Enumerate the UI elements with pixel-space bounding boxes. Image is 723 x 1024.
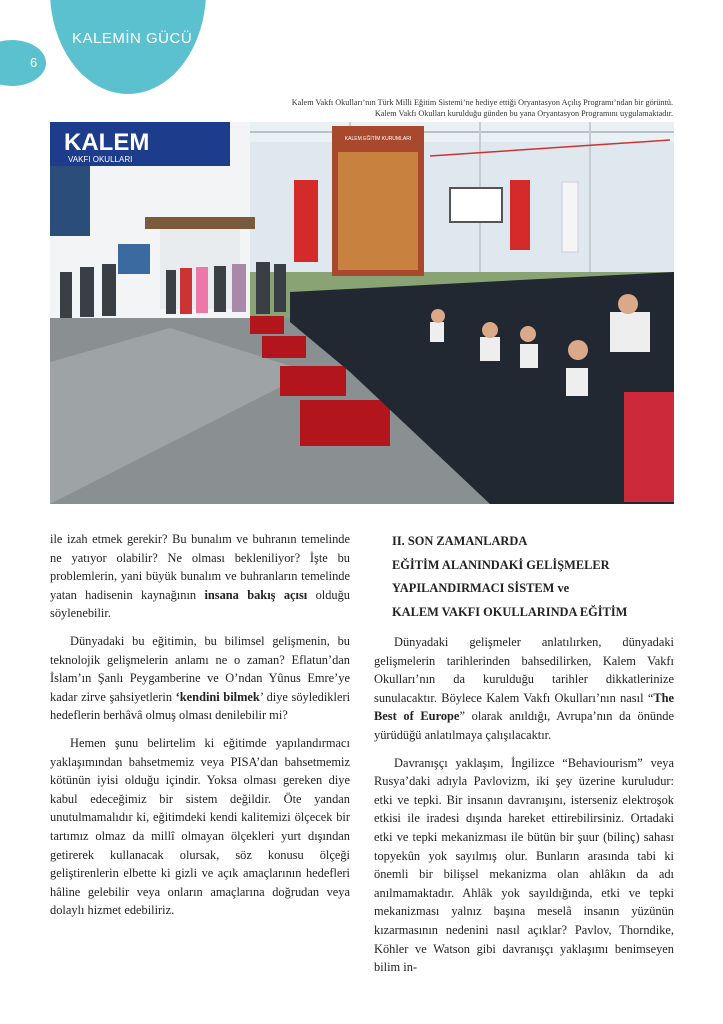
header-circle: [50, 0, 206, 94]
entrance-roof: [145, 217, 255, 229]
building-sign-text: KALEM: [64, 129, 150, 156]
building-sign-subtext: VAKFI OKULLARI: [68, 155, 133, 164]
foundation-banner-text: KALEM EĞİTİM KURUMLARI: [344, 136, 412, 142]
notice-board: [118, 244, 150, 274]
right-paragraph-2: Davranışçı yaklaşım, İngilizce “Behaviourism” veya Rusya’daki adıyla Pavlovizm, iki şey üzerine kuruludur: etki ve tepki. Bir insanın davranışını, isterseniz elektroşok etkisi ile iradesi dışında hareket ettirebilirsiniz. Ortadaki etki ve tepki mekanizması ile bütün bir şuur (bilinç) sahası topyekûn yok sayılmış olur. Bunların arasında tabi ki önemli bir bilişsel mekanizma olan ahlâkın da adı anılmamaktadır. Ahlâk yok sayıldığında, etki ve tepki mekanizması yalnız başına meselâ insanın yüzünün kızarmasının nedenini nasıl açıklar? Pavlov, Thorndike, Köhler ve Watson gibi davranışçı yaklaşımı benimseyen bilim in-: [374, 755, 674, 975]
left-paragraph-3: Hemen şunu belirtelim ki eğitimde yapılandırmacı yaklaşımından bahsetmemiz veya PISA’dan bahsetmemiz kötünün iyisi olduğu içindir. Yoksa olması gereken diye kabul edeceğimiz bir sistem değildir. Öte yandan unutulmamalıdır ki, eğitimdeki kendi kalitemizi ölçecek bir tartımız olmaz da millî olmayan ölçekleri yurt dışından getirerek kullanacak olursak, söz konusu ölçeği geliştirenlerin elbette ki gizli ve açık amaçlarının hedefleri hâline gelebilir veya onların amaçlarına doğrudan veya dolaylı hizmet edebiliriz.: [50, 735, 350, 918]
ceremony-photo: [50, 122, 674, 504]
table-3: [280, 366, 346, 396]
section-heading-line-2: EĞİTİM ALANINDAKİ GELİŞMELER: [392, 557, 610, 572]
flag-left: [294, 180, 318, 262]
woman-red-dress: [624, 392, 674, 502]
running-header-title: KALEMİN GÜCÜ: [72, 30, 193, 47]
left-paragraph-2: Dünyadaki bu eğitimin, bu bilimsel gelişmenin, bu teknolojik gelişmelerin anlamı ne o zaman? Eflatun’dan İslam’ın Şanlı Peygamberine ve O’ndan Yûnus Emre’ye kadar zirve şahsiyetlerin ‘kendini bilmek’ diye söyledikleri hedeflerin berhâvâ olmuş olması denilebilir mi?: [50, 633, 351, 723]
page-number-circle: [0, 40, 46, 86]
photo-caption: [253, 97, 673, 119]
table-4: [300, 400, 390, 446]
right-text-column: [374, 530, 674, 986]
table-2: [262, 336, 306, 358]
building-window: [50, 166, 90, 236]
section-heading: [374, 530, 674, 624]
table-1: [250, 316, 284, 334]
left-text-column: [50, 530, 350, 929]
left-paragraph-1: ile izah etmek gerekir? Bu bunalım ve buhranın temelinde ne yatıyor olabilir? Ne olması bekleniliyor? İşte bu problemlerin, yani büyük bunalım ve buhranların temelinde yatan hadisenin kaynağının insana bakış açısı olduğu söylenebilir.: [50, 532, 351, 621]
caption-line-2: Kalem Vakfı Okulları kurulduğu günden bu yana Oryantasyon Programını uygulamaktadır.: [374, 109, 673, 118]
ceremony-photo-illustration: [50, 122, 674, 504]
section-heading-line-4: KALEM VAKFI OKULLARINDA EĞİTİM: [392, 604, 628, 619]
page-number: 6: [30, 55, 38, 70]
right-paragraph-1: Dünyadaki gelişmeler anlatılırken, dünyadaki gelişmelerin tarihlerinden bahsedilirken, Kalem Vakfı Okulları’nın da kurulduğu tarihler dikkatlerinize sunulacaktır. Böylece Kalem Vakfı Okulları’nın nasıl “The Best of Europe” olarak anıldığı, Avrupa’nın da önünde yürüdüğü anlatılmaya çalışılacaktır.: [374, 635, 674, 742]
caption-line-1: Kalem Vakfı Okulları’nın Türk Milli Eğitim Sistemi’ne hediye ettiği Oryantasyon Açılış Programı’ndan bir görüntü.: [291, 98, 673, 107]
section-heading-line-1: II. SON ZAMANLARDA: [392, 534, 528, 548]
section-heading-line-3: YAPILANDIRMACI SİSTEM ve: [392, 581, 570, 595]
flag-white: [562, 182, 578, 252]
basketball-board: [450, 188, 502, 222]
flag-right: [510, 180, 530, 250]
